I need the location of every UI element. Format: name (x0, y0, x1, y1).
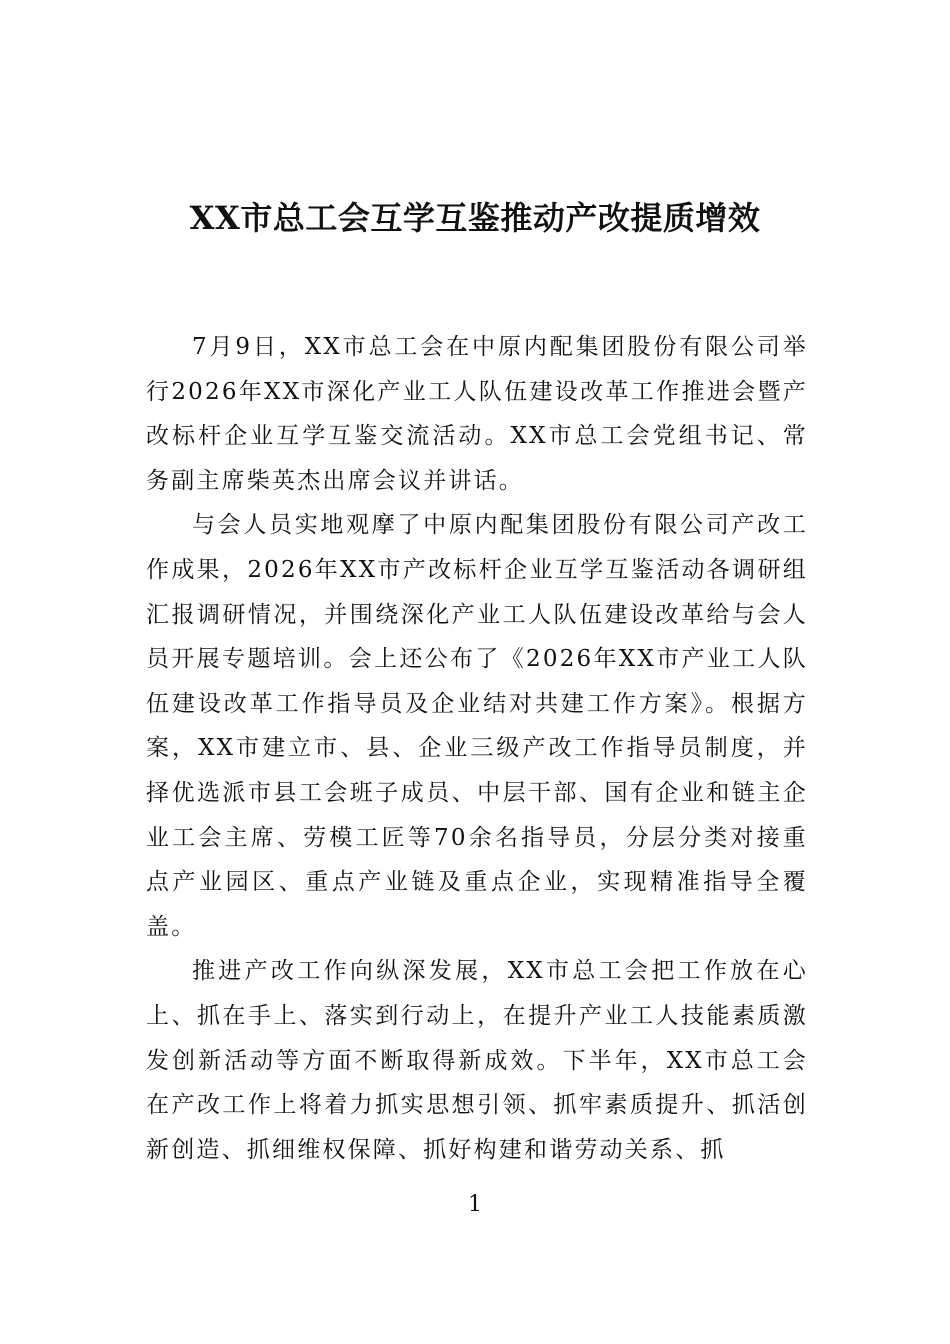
page-number: 1 (468, 1192, 482, 1217)
document-body (146, 325, 808, 1172)
document-title: XX市总工会互学互鉴推动产改提质增效 (189, 199, 761, 237)
paragraph-2: 与会人员实地观摩了中原内配集团股份有限公司产改工作成果，2026年XX市产改标杆企业互学互鉴活动各调研组汇报调研情况，并围绕深化产业工人队伍建设改革给与会人员开展专题培训。会上还公布了《2026年XX市产业工人队伍建设改革工作指导员及企业结对共建工作方案》。根据方案，XX市建立市、县、企业三级产改工作指导员制度，并择优选派市县工会班子成员、中层干部、国有企业和链主企业工会主席、劳模工匠等70余名指导员，分层分类对接重点产业园区、重点产业链及重点企业，实现精准指导全覆盖。 (146, 512, 808, 940)
paragraph-3: 推进产改工作向纵深发展，XX市总工会把工作放在心上、抓在手上、落实到行动上，在提升产业工人技能素质激发创新活动等方面不断取得新成效。下半年，XX市总工会在产改工作上将着力抓实思想引领、抓牢素质提升、抓活创新创造、抓细维权保障、抓好构建和谐劳动关系、抓 (146, 958, 808, 1163)
paragraph-1: 7月9日，XX市总工会在中原内配集团股份有限公司举行2026年XX市深化产业工人队伍建设改革工作推进会暨产改标杆企业互学互鉴交流活动。XX市总工会党组书记、常务副主席柴英杰出席会议并讲话。 (146, 334, 808, 494)
